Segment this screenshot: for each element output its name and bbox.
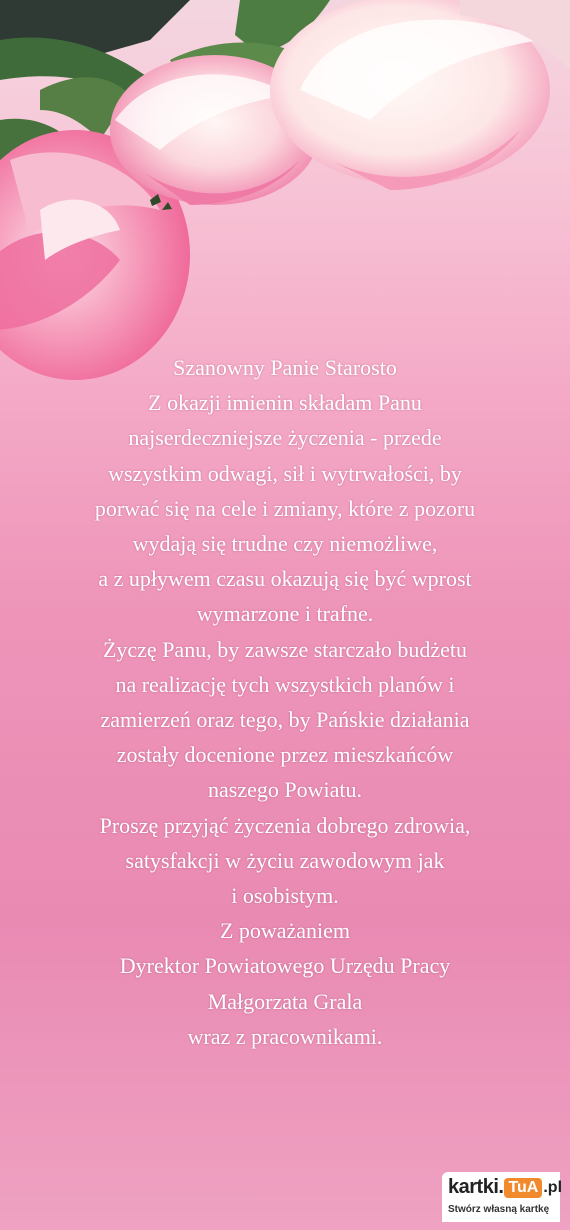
message-line: Z poważaniem: [219, 918, 351, 944]
message-line: na realizację tych wszystkich planów i: [115, 671, 455, 697]
message-line: wszystkim odwagi, sił i wytrwałości, by: [108, 460, 462, 486]
message-line: zostały docenione przez mieszkańców: [116, 742, 454, 768]
message-line: wraz z pracownikami.: [187, 1023, 383, 1049]
logo-tagline: Stwórz własną kartkę: [448, 1204, 550, 1215]
message-line: wymarzone i trafne.: [196, 601, 374, 627]
logo-wordmark: [448, 1176, 562, 1199]
message-line: Życzę Panu, by zawsze starczało budżetu: [102, 636, 468, 662]
message-line: Z okazji imienin składam Panu: [148, 390, 422, 416]
message-line: i osobistym.: [231, 883, 339, 909]
roses-photo: [0, 0, 570, 400]
message-line: porwać się na cele i zmiany, które z pozoru: [94, 495, 476, 521]
message-line: Proszę przyjąć życzenia dobrego zdrowia,: [99, 812, 471, 838]
logo-tld: .pl: [543, 1178, 563, 1196]
message-line: satysfakcji w życiu zawodowym jak: [125, 847, 445, 873]
tua-badge-icon: TuA: [504, 1178, 542, 1198]
greeting-message: [20, 350, 550, 1054]
logo-word: kartki.: [448, 1176, 504, 1198]
message-line: Małgorzata Grala: [207, 988, 363, 1014]
kartki-logo[interactable]: [442, 1172, 563, 1222]
message-line: a z upływem czasu okazują się być wprost: [98, 566, 472, 592]
message-line: najserdeczniejsze życzenia - przede: [128, 425, 442, 451]
message-line: wydają się trudne czy niemożliwe,: [132, 531, 438, 557]
pink-roses-illustration: [0, 0, 570, 400]
message-line: Szanowny Panie Starosto: [173, 355, 397, 380]
message-line: Dyrektor Powiatowego Urzędu Pracy: [119, 953, 451, 979]
message-line: naszego Powiatu.: [208, 777, 362, 803]
message-line: zamierzeń oraz tego, by Pańskie działania: [100, 707, 470, 733]
